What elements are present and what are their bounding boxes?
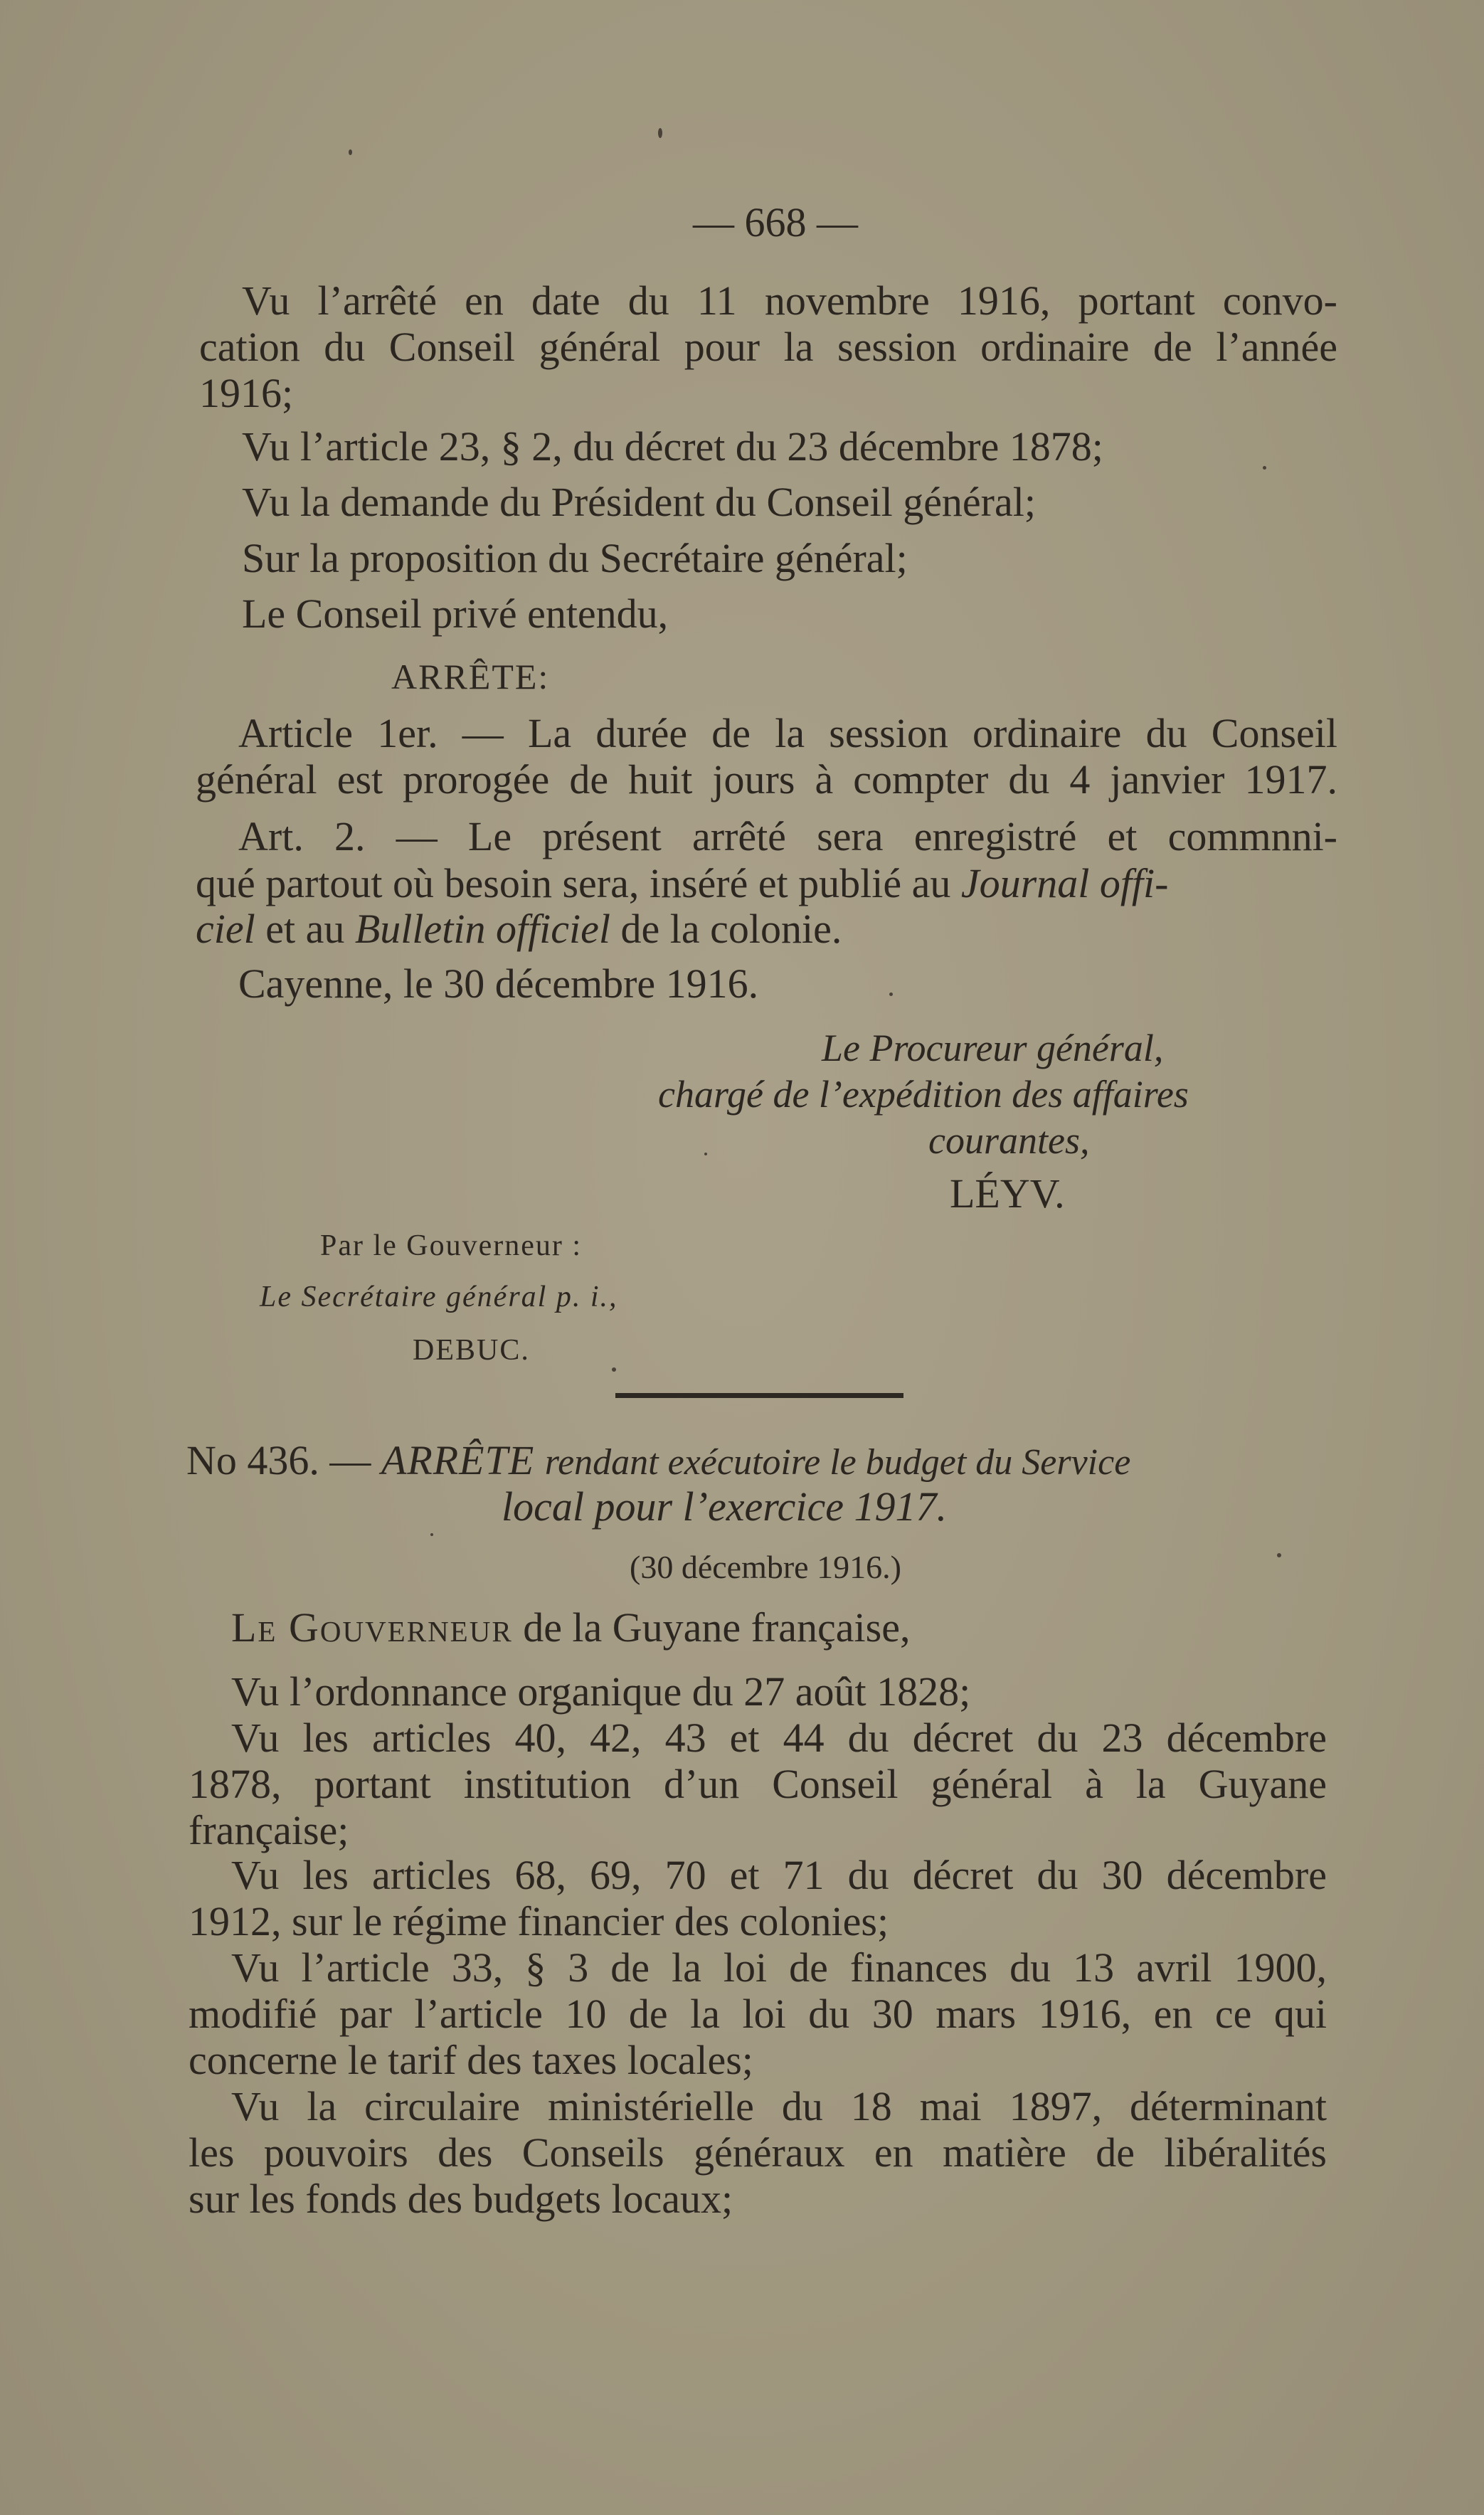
journal-officiel-italic-cont: ciel xyxy=(196,906,255,952)
arrete-heading: ARRÊTE: xyxy=(391,657,550,697)
paragraph-line: Vu les articles 68, 69, 70 et 71 du décret du 30 décembre xyxy=(231,1852,1327,1898)
secretary-role: Le Secrétaire général p. i., xyxy=(260,1281,618,1313)
paragraph-line: les pouvoirs des Conseils généraux en matière de libéralités xyxy=(189,2129,1327,2176)
decree-number: No 436. — xyxy=(186,1437,371,1483)
by-governor-label: Par le Gouverneur : xyxy=(320,1229,583,1262)
signatory-title: chargé de l’expédition des affaires xyxy=(658,1073,1189,1116)
text-span: et au xyxy=(255,906,355,952)
decree-title: rendant exécutoire le budget du Service xyxy=(544,1442,1131,1483)
paragraph-line: Vu l’article 33, § 3 de la loi de finances du 13 avril 1900, xyxy=(231,1944,1327,1991)
paragraph-line: Vu l’article 23, § 2, du décret du 23 décembre 1878; xyxy=(242,423,1103,470)
date-line: Cayenne, le 30 décembre 1916. xyxy=(238,960,759,1007)
article-2-line xyxy=(196,860,1168,907)
paper-speck xyxy=(1277,1553,1281,1557)
text-span: de la colonie. xyxy=(610,906,842,952)
signatory-name: LÉYV. xyxy=(950,1170,1065,1217)
paragraph-line: concerne le tarif des taxes locales; xyxy=(189,2037,753,2083)
article-2-line xyxy=(196,906,842,953)
text-span: de la Guyane française, xyxy=(512,1604,911,1651)
paragraph-line: Sur la proposition du Secrétaire général; xyxy=(242,535,908,581)
separator-rule xyxy=(615,1393,903,1398)
governor-smallcaps: Le Gouverneur xyxy=(231,1604,513,1651)
signatory-title: courantes, xyxy=(928,1119,1090,1162)
page-number: — 668 — xyxy=(693,199,858,245)
paper-speck xyxy=(430,1533,433,1536)
text-span: qué partout où besoin sera, inséré et publié au xyxy=(196,860,961,906)
governor-line xyxy=(231,1604,910,1651)
paragraph-line: 1916; xyxy=(199,370,294,416)
paragraph-line: cation du Conseil général pour la session ordinaire de l’année xyxy=(199,324,1337,370)
decree-heading xyxy=(186,1437,1130,1486)
paper-speck xyxy=(612,1367,616,1372)
secretary-name: DEBUC. xyxy=(413,1334,530,1367)
article-1-line: Article 1er. — La durée de la session ordinaire du Conseil xyxy=(238,710,1337,756)
decree-title-cont: local pour l’exercice 1917. xyxy=(502,1483,947,1530)
paragraph-line: Le Conseil privé entendu, xyxy=(242,591,669,637)
paragraph-line: Vu l’arrêté en date du 11 novembre 1916, portant convo- xyxy=(242,277,1337,324)
paragraph-line: française; xyxy=(189,1807,349,1853)
paper-speck xyxy=(1263,466,1266,470)
journal-officiel-italic: Journal offi- xyxy=(960,860,1169,906)
paper-speck xyxy=(889,992,893,996)
article-2-line: Art. 2. — Le présent arrêté sera enregistré et commnni- xyxy=(238,813,1337,859)
paragraph-line: 1912, sur le régime financier des colonies; xyxy=(189,1898,889,1944)
paragraph-line: sur les fonds des budgets locaux; xyxy=(189,2176,733,2222)
paragraph-line: Vu la circulaire ministérielle du 18 mai 1897, déterminant xyxy=(231,2083,1327,2129)
paragraph-line: 1878, portant institution d’un Conseil général à la Guyane xyxy=(189,1761,1327,1807)
paper-speck xyxy=(704,1153,707,1155)
paper-speck xyxy=(349,149,352,155)
bulletin-officiel-italic: Bulletin officiel xyxy=(354,906,611,952)
paragraph-line: Vu la demande du Président du Conseil général; xyxy=(242,479,1036,525)
paper-speck xyxy=(658,128,662,138)
decree-date: (30 décembre 1916.) xyxy=(630,1549,901,1585)
paragraph-line: Vu les articles 40, 42, 43 et 44 du décret du 23 décembre xyxy=(231,1715,1327,1761)
article-1-line: général est prorogée de huit jours à compter du 4 janvier 1917. xyxy=(196,756,1337,803)
signatory-title: Le Procureur général, xyxy=(822,1027,1164,1069)
paragraph-line: modifié par l’article 10 de la loi du 30 mars 1916, en ce qui xyxy=(189,1991,1327,2037)
decree-title-keyword: ARRÊTE xyxy=(381,1437,535,1483)
paragraph-line: Vu l’ordonnance organique du 27 août 1828; xyxy=(231,1668,971,1715)
